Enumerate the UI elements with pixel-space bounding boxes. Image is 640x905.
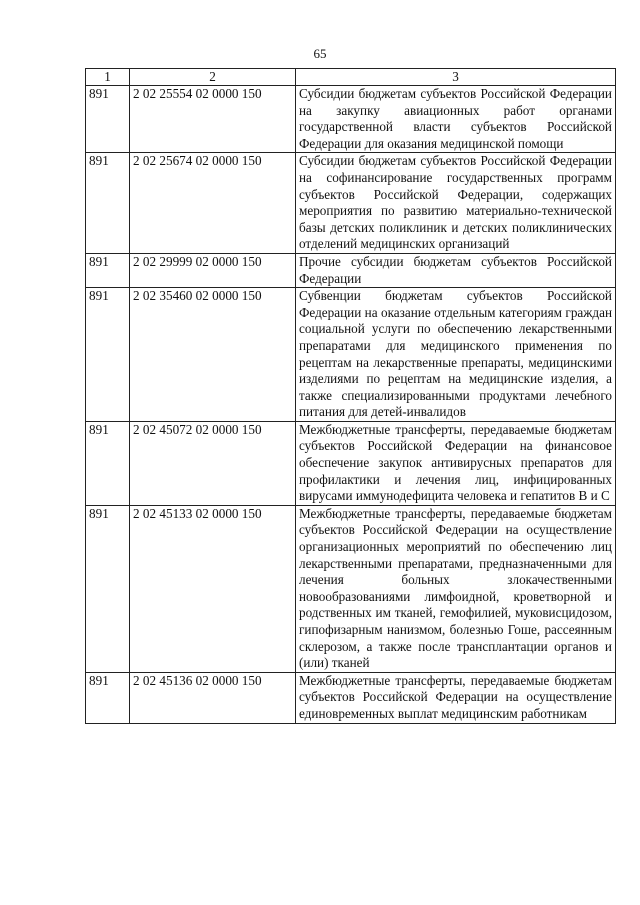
budget-code-cell: 2 02 25674 02 0000 150 xyxy=(130,153,296,254)
income-name-cell: Субвенции бюджетам субъектов Российской Федерации на оказание отдельным категориям граждан социальной услуги по обеспечению лекарственными препаратами для медицинского применения по рецептам на лекарственные препараты, медицинскими изделиями по рецептам на медицинские изделия, а также специализированными продуктами лечебного питания для детей-инвалидов xyxy=(296,288,616,422)
table-row xyxy=(86,421,616,505)
income-name-cell: Межбюджетные трансферты, передаваемые бюджетам субъектов Российской Федерации на финансовое обеспечение закупок антивирусных препаратов для профилактики и лечения лиц, инфицированных вирусами иммунодефицита человека и гепатитов B и C xyxy=(296,421,616,505)
table-row xyxy=(86,86,616,153)
header-col-2: 2 xyxy=(130,69,296,86)
admin-code-cell: 891 xyxy=(86,288,130,422)
budget-code-cell: 2 02 45136 02 0000 150 xyxy=(130,672,296,723)
table-row xyxy=(86,288,616,422)
header-col-1: 1 xyxy=(86,69,130,86)
table-row xyxy=(86,672,616,723)
admin-code-cell: 891 xyxy=(86,253,130,287)
admin-code-cell: 891 xyxy=(86,505,130,672)
budget-code-cell: 2 02 25554 02 0000 150 xyxy=(130,86,296,153)
budget-code-cell: 2 02 29999 02 0000 150 xyxy=(130,253,296,287)
admin-code-cell: 891 xyxy=(86,86,130,153)
budget-code-cell: 2 02 35460 02 0000 150 xyxy=(130,288,296,422)
income-name-cell: Субсидии бюджетам субъектов Российской Федерации на софинансирование государственных программ субъектов Российской Федерации, содержащих мероприятия по развитию материально-технической базы детских поликлиник и детских поликлинических отделений медицинских организаций xyxy=(296,153,616,254)
table-row xyxy=(86,505,616,672)
header-col-3: 3 xyxy=(296,69,616,86)
page-number: 65 xyxy=(313,46,327,61)
table-header-row xyxy=(86,69,616,86)
admin-code-cell: 891 xyxy=(86,672,130,723)
income-name-cell: Прочие субсидии бюджетам субъектов Российской Федерации xyxy=(296,253,616,287)
budget-codes-table xyxy=(85,68,616,724)
income-name-cell: Межбюджетные трансферты, передаваемые бюджетам субъектов Российской Федерации на осуществление организационных мероприятий по обеспечению лиц лекарственными препаратами, предназначенными для лечения больных злокачественными новообразованиями лимфоидной, кроветворной и родственных им тканей, гемофилией, муковисцидозом, гипофизарным нанизмом, болезнью Гоше, рассеянным склерозом, а также после трансплантации органов и (или) тканей xyxy=(296,505,616,672)
budget-code-cell: 2 02 45133 02 0000 150 xyxy=(130,505,296,672)
table-row xyxy=(86,153,616,254)
table-row xyxy=(86,253,616,287)
income-name-cell: Субсидии бюджетам субъектов Российской Федерации на закупку авиационных работ органами государственной власти субъектов Российской Федерации для оказания медицинской помощи xyxy=(296,86,616,153)
budget-code-cell: 2 02 45072 02 0000 150 xyxy=(130,421,296,505)
admin-code-cell: 891 xyxy=(86,421,130,505)
admin-code-cell: 891 xyxy=(86,153,130,254)
income-name-cell: Межбюджетные трансферты, передаваемые бюджетам субъектов Российской Федерации на осуществление единовременных выплат медицинским работникам xyxy=(296,672,616,723)
